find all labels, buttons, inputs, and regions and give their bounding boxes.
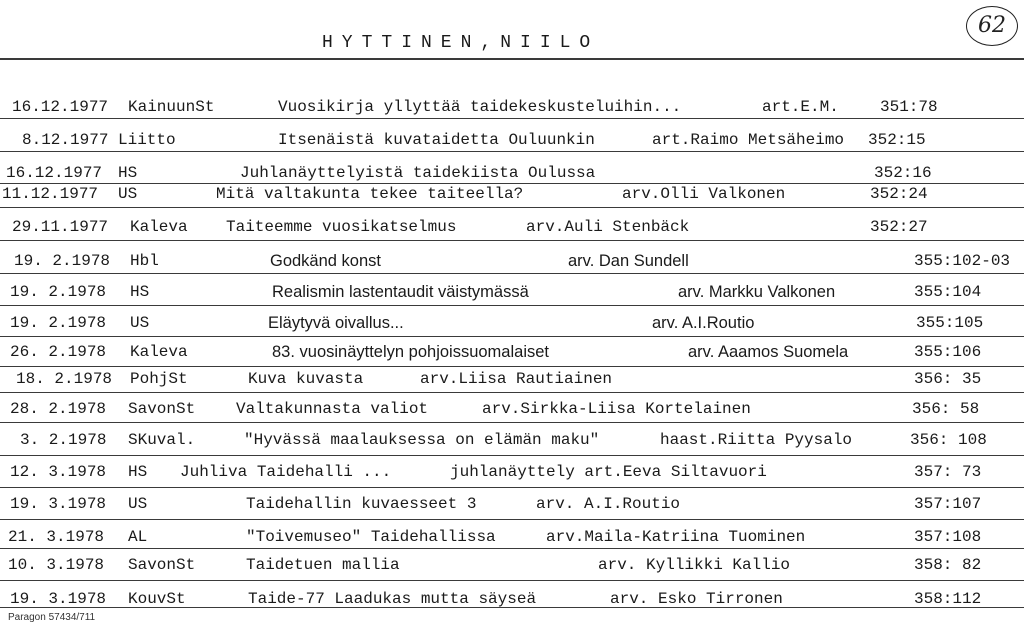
entry-author: arv. A.I.Routio — [652, 314, 755, 332]
entry-date: 28. 2.1978 — [10, 400, 107, 418]
entry-reference: 352:27 — [870, 218, 928, 236]
entry-row — [0, 399, 1024, 421]
entry-title: Vuosikirja yllyttää taidekeskusteluihin... — [278, 98, 682, 116]
entry-reference: 356: 35 — [914, 370, 982, 388]
entry-author: arv. Aaamos Suomela — [688, 343, 849, 361]
entry-title: Mitä valtakunta tekee taiteella? — [216, 185, 524, 203]
entry-title: Taidehallin kuvaesseet 3 — [246, 495, 477, 513]
entry-author: arv.Maila-Katriina Tuominen — [546, 528, 806, 546]
entry-reference: 352:24 — [870, 185, 928, 203]
entry-date: 19. 2.1978 — [14, 252, 111, 270]
entry-source: SavonSt — [128, 400, 196, 418]
entry-source: Kaleva — [130, 218, 188, 236]
entry-rule — [0, 366, 1024, 367]
entry-row — [0, 217, 1024, 239]
entry-source: PohjSt — [130, 370, 188, 388]
entry-source: SavonSt — [128, 556, 196, 574]
entry-source: AL — [128, 528, 148, 546]
entry-source: HS — [128, 463, 148, 481]
entry-title: Valtakunnasta valiot — [236, 400, 429, 418]
entry-row — [0, 462, 1024, 484]
entry-reference: 357:107 — [914, 495, 982, 513]
entry-rule — [0, 305, 1024, 306]
entry-row — [0, 97, 1024, 119]
entry-date: 12. 3.1978 — [10, 463, 107, 481]
entry-reference: 358: 82 — [914, 556, 982, 574]
entry-rule — [0, 580, 1024, 581]
entry-author: art.E.M. — [762, 98, 839, 116]
entry-title: Realismin lastentaudit väistymässä — [272, 283, 529, 301]
entry-title: Taide-77 Laadukas mutta säyseä — [248, 590, 537, 608]
entry-title: Kuva kuvasta — [248, 370, 364, 388]
entry-title: Itsenäistä kuvataidetta Ouluunkin — [278, 131, 595, 149]
entry-reference: 351:78 — [880, 98, 938, 116]
entry-rule — [0, 392, 1024, 393]
entry-reference: 355:104 — [914, 283, 982, 301]
entry-date: 19. 2.1978 — [10, 283, 107, 301]
entry-row — [0, 130, 1024, 152]
card-footer-label: Paragon 57434/711 — [8, 612, 96, 623]
entry-date: 19. 2.1978 — [10, 314, 107, 332]
entry-reference: 356: 58 — [912, 400, 980, 418]
entry-rule — [0, 336, 1024, 337]
entry-date: 16.12.1977 — [6, 164, 103, 182]
entry-source: US — [128, 495, 148, 513]
header-rule — [0, 58, 1024, 60]
entry-reference: 357:108 — [914, 528, 982, 546]
entry-rule — [0, 487, 1024, 488]
entry-author: arv. Markku Valkonen — [678, 283, 836, 301]
entry-source: US — [118, 185, 138, 203]
entry-title: Juhliva Taidehalli ... — [180, 463, 392, 481]
entry-date: 3. 2.1978 — [20, 431, 107, 449]
circled-page-number: 62 — [966, 6, 1018, 46]
entry-rule — [0, 240, 1024, 241]
entry-source: SKuval. — [128, 431, 196, 449]
entry-date: 19. 3.1978 — [10, 590, 107, 608]
entry-source: HS — [118, 164, 138, 182]
entry-row — [0, 251, 1024, 273]
entry-title: "Hyvässä maalauksessa on elämän maku" — [244, 431, 600, 449]
entry-author: haast.Riitta Pyysalo — [660, 431, 853, 449]
entry-date: 19. 3.1978 — [10, 495, 107, 513]
entry-author: arv. Dan Sundell — [568, 252, 689, 270]
entry-source: HS — [130, 283, 150, 301]
entry-date: 21. 3.1978 — [8, 528, 105, 546]
entry-date: 29.11.1977 — [12, 218, 109, 236]
entry-date: 16.12.1977 — [12, 98, 109, 116]
entry-source: Hbl — [130, 252, 159, 270]
entry-date: 18. 2.1978 — [16, 370, 113, 388]
entry-rule — [0, 273, 1024, 274]
entry-author: arv.Auli Stenbäck — [526, 218, 690, 236]
entry-reference: 355:105 — [916, 314, 984, 332]
entry-source: KouvSt — [128, 590, 186, 608]
entry-rule — [0, 207, 1024, 208]
entry-author: arv.Liisa Rautiainen — [420, 370, 613, 388]
entry-title: Taidetuen mallia — [246, 556, 400, 574]
entry-row — [0, 430, 1024, 452]
entry-row — [0, 342, 1024, 364]
entry-rule — [0, 519, 1024, 520]
entry-row — [0, 313, 1024, 335]
entry-reference: 355:102-03 — [914, 252, 1011, 270]
entry-row — [0, 369, 1024, 391]
entry-title: Godkänd konst — [270, 252, 381, 270]
entry-date: 8.12.1977 — [22, 131, 109, 149]
entry-author: arv. Kyllikki Kallio — [598, 556, 791, 574]
entry-author: arv.Olli Valkonen — [622, 185, 786, 203]
entry-date: 11.12.1977 — [2, 185, 99, 203]
entry-source: Liitto — [118, 131, 176, 149]
entry-rule — [0, 455, 1024, 456]
entry-row — [0, 184, 1024, 206]
entry-reference: 358:112 — [914, 590, 982, 608]
entry-author: arv. A.I.Routio — [536, 495, 681, 513]
entry-rule — [0, 422, 1024, 423]
entry-reference: 352:16 — [874, 164, 932, 182]
entry-rule — [0, 118, 1024, 119]
entry-reference: 356: 108 — [910, 431, 987, 449]
entry-title: Juhlanäyttelyistä taidekiista Oulussa — [240, 164, 596, 182]
entry-row — [0, 527, 1024, 549]
entry-rule — [0, 607, 1024, 608]
entry-author: art.Raimo Metsäheimo — [652, 131, 845, 149]
entry-date: 26. 2.1978 — [10, 343, 107, 361]
entry-author: juhlanäyttely art.Eeva Siltavuori — [450, 463, 767, 481]
entry-title: Eläytyvä oivallus... — [268, 314, 404, 332]
entry-row — [0, 282, 1024, 304]
entry-row — [0, 494, 1024, 516]
entry-author: arv.Sirkka-Liisa Kortelainen — [482, 400, 751, 418]
entry-title: "Toivemuseo" Taidehallissa — [246, 528, 496, 546]
entry-rule — [0, 151, 1024, 152]
entry-source: US — [130, 314, 150, 332]
entry-rule — [0, 548, 1024, 549]
entry-title: Taiteemme vuosikatselmus — [226, 218, 457, 236]
entry-title: 83. vuosinäyttelyn pohjoissuomalaiset — [272, 343, 549, 361]
entry-date: 10. 3.1978 — [8, 556, 105, 574]
entry-reference: 357: 73 — [914, 463, 982, 481]
entry-author: arv. Esko Tirronen — [610, 590, 783, 608]
entry-reference: 352:15 — [868, 131, 926, 149]
entry-source: KainuunSt — [128, 98, 215, 116]
entry-source: Kaleva — [130, 343, 188, 361]
entry-reference: 355:106 — [914, 343, 982, 361]
entry-row — [0, 555, 1024, 577]
card-title: HYTTINEN,NIILO — [322, 33, 600, 53]
entry-row — [0, 163, 1024, 185]
